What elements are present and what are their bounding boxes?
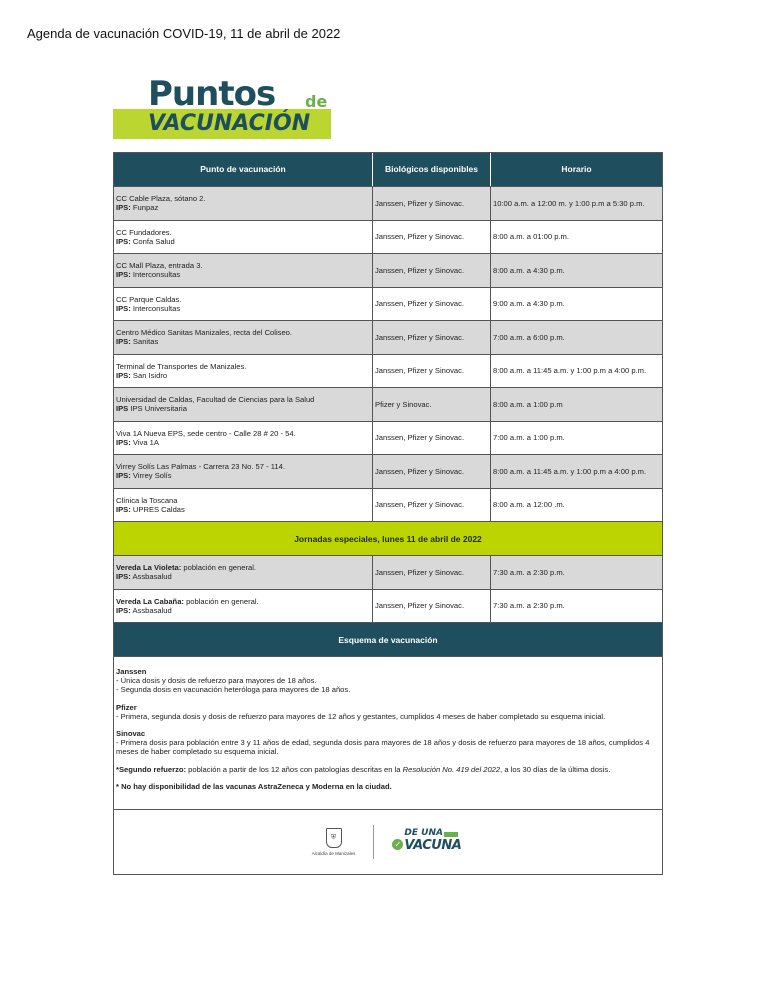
table-row: Centro Médico Sanitas Manizales, recta del Coliseo. IPS: Sanitas Janssen, Pfizer y Sinovac. 7:00 a.m. a 6:00 p.m. — [114, 321, 662, 355]
campaign-bottom: VACUNA — [404, 838, 462, 853]
place-text: Universidad de Caldas, Facultad de Ciencias para la Salud — [116, 395, 315, 405]
alcaldia-logo — [312, 828, 356, 856]
biologics-cell: Pfizer y Sinovac. — [373, 388, 491, 421]
table-row: Viva 1A Nueva EPS, sede centro - Calle 28 # 20 - 54. IPS: Viva 1A Janssen, Pfizer y Sinovac. 7:00 a.m. a 1:00 p.m. — [114, 422, 662, 456]
alcaldia-label: Alcaldía de Manizales — [311, 851, 356, 856]
biologics-cell: Janssen, Pfizer y Sinovac. — [373, 489, 491, 522]
janssen-title: Janssen — [116, 667, 147, 676]
place-bold: Vereda La Violeta: — [116, 563, 182, 573]
hours-cell: 8:00 a.m. a 11:45 a.m. y 1:00 p.m a 4:00 p.m. — [493, 366, 647, 376]
table-row: Vereda La Cabaña: población en general. IPS: Assbasalud Janssen, Pfizer y Sinovac. 7:30 a.m. a 2:30 p.m. — [114, 590, 662, 624]
table-row: CC Cable Plaza, sótano 2. IPS: Funpaz Janssen, Pfizer y Sinovac. 10:00 a.m. a 12:00 m. y 1:00 p.m a 5:30 p.m. — [114, 187, 662, 221]
refuerzo-end: , a los 30 días de la última dosis. — [500, 764, 611, 774]
header-hours: Horario — [561, 164, 592, 174]
scheme-band: Esquema de vacunación — [114, 623, 662, 657]
place-text: CC Fundadores. — [116, 227, 172, 237]
place-text: Centro Médico Sanitas Manizales, recta del Coliseo. — [116, 328, 293, 338]
hours-cell: 8:00 a.m. a 12:00 .m. — [493, 500, 565, 510]
logo-line2: VACUNACIÓN — [148, 111, 311, 136]
place-bold: Vereda La Cabaña: — [116, 596, 184, 606]
ips-text: Assbasalud — [132, 572, 172, 582]
ips-text: Viva 1A — [132, 437, 159, 447]
ips-text: Assbasalud — [132, 605, 172, 615]
table-row: Vereda La Violeta: población en general. IPS: Assbasalud Janssen, Pfizer y Sinovac. 7:30 a.m. a 2:30 p.m. — [114, 556, 662, 590]
table-row: CC Parque Caldas. IPS: Interconsultas Janssen, Pfizer y Sinovac. 9:00 a.m. a 4:30 p.m. — [114, 288, 662, 322]
biologics-cell: Janssen, Pfizer y Sinovac. — [373, 422, 491, 455]
special-days-band: Jornadas especiales, lunes 11 de abril de 2022 — [114, 522, 662, 556]
biologics-cell: Janssen, Pfizer y Sinovac. — [373, 321, 491, 354]
place-text: Clínica la Toscana — [116, 495, 178, 505]
place-text: población en general. — [181, 563, 257, 573]
biologics-cell: Janssen, Pfizer y Sinovac. — [373, 254, 491, 287]
refuerzo-resolution: Resolución No. 419 del 2022 — [402, 764, 501, 774]
logo-divider — [373, 825, 374, 859]
de-una-vacuna-logo — [392, 827, 464, 857]
ips-text: Interconsultas — [132, 270, 181, 280]
ips-text: Confa Salud — [132, 236, 175, 246]
ips-text: San Isidro — [132, 370, 168, 380]
shield-icon: ⛨ — [326, 828, 342, 848]
biologics-cell: Janssen, Pfizer y Sinovac. — [373, 355, 491, 388]
sinovac-title: Sinovac — [116, 729, 146, 739]
check-icon: ✓ — [392, 839, 403, 850]
hours-cell: 8:00 a.m. a 4:30 p.m. — [493, 265, 565, 275]
header-biologics: Biológicos disponibles — [373, 153, 491, 186]
table-row: CC Mall Plaza, entrada 3. IPS: Interconsultas Janssen, Pfizer y Sinovac. 8:00 a.m. a 4:30 p.m. — [114, 254, 662, 288]
place-text: CC Parque Caldas. — [116, 294, 182, 304]
place-text: Viva 1A Nueva EPS, sede centro - Calle 28 # 20 - 54. — [116, 428, 296, 438]
hours-cell: 10:00 a.m. a 12:00 m. y 1:00 p.m a 5:30 p.m. — [493, 198, 645, 208]
janssen-line-1: - Única dosis y dosis de refuerzo para mayores de 18 años. — [116, 676, 317, 686]
biologics-cell: Janssen, Pfizer y Sinovac. — [373, 590, 491, 623]
hours-cell: 8:00 a.m. a 01:00 p.m. — [493, 232, 569, 242]
biologics-cell: Janssen, Pfizer y Sinovac. — [373, 187, 491, 220]
ips-text: Virrey Solís — [132, 471, 172, 481]
vaccination-scheme — [114, 657, 662, 809]
ips-text: Funpaz — [132, 203, 159, 213]
availability-note: * No hay disponibilidad de las vacunas AstraZeneca y Moderna en la ciudad. — [116, 781, 392, 791]
scheme-row — [114, 657, 662, 810]
sinovac-line-1: - Primera dosis para población entre 3 y 11 años de edad, segunda dosis para mayores de 18 años y dosis de refuerzo para mayores de 18 años, cumplidos 4 meses de haber completado su esquema inicial. — [116, 738, 650, 757]
logo-line1-small: de — [305, 92, 328, 111]
header-place: Punto de vacunación — [114, 153, 373, 186]
vaccination-table — [113, 152, 663, 875]
biologics-cell: Janssen, Pfizer y Sinovac. — [373, 455, 491, 488]
janssen-line-2: - Segunda dosis en vacunación heteróloga para mayores de 18 años. — [116, 685, 351, 695]
biologics-cell: Janssen, Pfizer y Sinovac. — [373, 288, 491, 321]
hours-cell: 8:00 a.m. a 1:00 p.m — [493, 399, 563, 409]
place-text: población en general. — [183, 596, 259, 606]
refuerzo-text: población a partir de los 12 años con patologías descritas en la — [186, 764, 403, 774]
table-header — [114, 153, 662, 187]
hours-cell: 8:00 a.m. a 11:45 a.m. y 1:00 p.m a 4:00 p.m. — [493, 466, 647, 476]
pfizer-line-1: - Primera, segunda dosis y dosis de refuerzo para mayores de 12 años y gestantes, cumplidos 4 meses de haber completado su esquema inicial. — [116, 711, 606, 721]
hours-cell: 7:30 a.m. a 2:30 p.m. — [493, 567, 565, 577]
place-text: CC Mall Plaza, entrada 3. — [116, 261, 203, 271]
biologics-cell: Janssen, Pfizer y Sinovac. — [373, 556, 491, 589]
ips-text: Interconsultas — [132, 303, 181, 313]
table-row: Universidad de Caldas, Facultad de Ciencias para la Salud IPS IPS Universitaria Pfizer y Sinovac. 8:00 a.m. a 1:00 p.m — [114, 388, 662, 422]
biologics-cell: Janssen, Pfizer y Sinovac. — [373, 221, 491, 254]
table-row: Virrey Solís Las Palmas - Carrera 23 No. 57 - 114. IPS: Virrey Solís Janssen, Pfizer y Sinovac. 8:00 a.m. a 11:45 a.m. y 1:00 p.m a 4:00 p.m. — [114, 455, 662, 489]
pfizer-title: Pfizer — [116, 702, 137, 712]
hours-cell: 7:00 a.m. a 1:00 p.m. — [493, 433, 565, 443]
hours-cell: 7:30 a.m. a 2:30 p.m. — [493, 601, 565, 611]
campaign-top: DE UNA — [404, 828, 443, 838]
puntos-de-vacunacion-logo — [113, 76, 333, 140]
footer-logos — [114, 810, 662, 874]
ips-text: IPS Universitaria — [130, 404, 187, 414]
ips-text: Sanitas — [132, 337, 159, 347]
place-text: CC Cable Plaza, sótano 2. — [116, 194, 206, 204]
place-text: Virrey Solís Las Palmas - Carrera 23 No. 57 - 114. — [116, 462, 285, 472]
refuerzo-label: *Segundo refuerzo: — [116, 764, 187, 774]
table-row: Terminal de Transportes de Manizales. IPS: San Isidro Janssen, Pfizer y Sinovac. 8:00 a.m. a 11:45 a.m. y 1:00 p.m a 4:00 p.m. — [114, 355, 662, 389]
document-title: Agenda de vacunación COVID-19, 11 de abril de 2022 — [27, 26, 341, 41]
campaign-tag — [444, 832, 458, 837]
place-text: Terminal de Transportes de Manizales. — [116, 361, 247, 371]
table-row: CC Fundadores. IPS: Confa Salud Janssen, Pfizer y Sinovac. 8:00 a.m. a 01:00 p.m. — [114, 221, 662, 255]
logo-line1: Puntos — [148, 74, 276, 114]
hours-cell: 7:00 a.m. a 6:00 p.m. — [493, 332, 565, 342]
hours-cell: 9:00 a.m. a 4:30 p.m. — [493, 299, 565, 309]
table-row: Clínica la Toscana IPS: UPRES Caldas Janssen, Pfizer y Sinovac. 8:00 a.m. a 12:00 .m. — [114, 489, 662, 523]
ips-text: UPRES Caldas — [132, 504, 185, 514]
